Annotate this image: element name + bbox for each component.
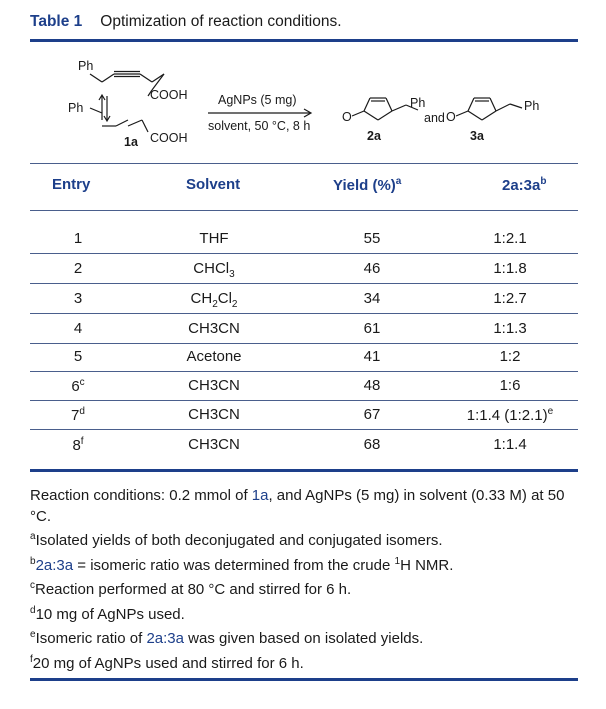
header-entry: Entry xyxy=(52,176,91,193)
p2-ph: Ph xyxy=(524,99,540,113)
footnote-mark: f xyxy=(30,653,33,665)
entry-cell xyxy=(63,406,93,424)
entry-footnote: d xyxy=(79,406,85,417)
sm-top-ph: Ph xyxy=(78,59,94,73)
table-row xyxy=(30,400,578,429)
yield-cell: 61 xyxy=(363,320,381,337)
table-row xyxy=(30,342,578,371)
header-ratio-footnote: b xyxy=(540,176,547,187)
footnote-mark: d xyxy=(30,604,36,616)
sm-label: 1a xyxy=(124,135,138,149)
note-text: Reaction conditions: 0.2 mmol of xyxy=(30,487,252,504)
table-row xyxy=(30,430,578,459)
solvent-cell: Acetone xyxy=(186,348,242,365)
ratio-cell: 1:2 xyxy=(499,348,521,365)
footnote-mark: e xyxy=(30,629,36,640)
ratio-cell: 1:1.4 xyxy=(493,436,527,453)
table-row xyxy=(30,314,578,343)
solvent-cell: CH3CN xyxy=(188,436,240,453)
table-row xyxy=(30,254,578,283)
solvent-subscript: 2 xyxy=(212,299,218,310)
p1-label: 2a xyxy=(367,129,381,143)
entry-value: 7 xyxy=(71,407,80,424)
table-footnotes xyxy=(30,486,578,674)
note-text: Isomeric ratio of xyxy=(35,630,147,647)
p2-label: 3a xyxy=(470,129,484,143)
table-label: Table 1 xyxy=(30,13,83,30)
sm-top-acid: COOH xyxy=(150,88,188,102)
entry-value: 6 xyxy=(71,378,80,395)
header-yield xyxy=(333,176,401,194)
table-row xyxy=(30,224,578,253)
solvent-cell: CH3CN xyxy=(188,320,240,337)
table-bottom-rule xyxy=(30,469,578,472)
header-yield-footnote: a xyxy=(395,176,402,187)
solvent-cell xyxy=(158,260,270,280)
entry-cell: 3 xyxy=(73,290,83,307)
yield-cell: 67 xyxy=(363,406,381,423)
note-text: H NMR. xyxy=(400,556,454,574)
ratio-cell: 1:6 xyxy=(499,377,521,394)
ratio-footnote: e xyxy=(547,406,554,417)
yield-cell: 68 xyxy=(363,436,381,453)
note-text: 10 mg of AgNPs used. xyxy=(35,605,185,623)
conditions-text: solvent, 50 °C, 8 h xyxy=(208,119,311,133)
note-text: was given based on isolated yields. xyxy=(183,630,424,647)
table-row xyxy=(30,284,578,313)
ratio-cell xyxy=(450,406,570,424)
footnote-conditions xyxy=(30,486,578,527)
yield-cell: 46 xyxy=(363,260,381,277)
entry-footnote: f xyxy=(80,436,84,447)
note-compound: 2a:3a xyxy=(146,630,184,647)
header-ratio-text: 2a:3a xyxy=(502,177,541,194)
ratio-value: 1:1.4 (1:2.1) xyxy=(466,407,548,424)
footnote-d xyxy=(30,601,578,626)
solvent-text: CHCl xyxy=(193,260,230,277)
header-yield-text: Yield (%) xyxy=(333,177,396,194)
note-text: 20 mg of AgNPs used and stirred for 6 h. xyxy=(32,654,304,672)
note-text: Isolated yields of both deconjugated and conjugated isomers. xyxy=(35,532,443,549)
and-text: and xyxy=(424,111,445,125)
note-text: = isomeric ratio was determined from the crude xyxy=(73,556,395,574)
sm-bot-ph: Ph xyxy=(68,101,84,115)
ratio-cell: 1:2.1 xyxy=(493,230,527,247)
table-title: Optimization of reaction conditions. xyxy=(100,13,342,30)
scheme-rule xyxy=(30,163,578,164)
p1-oxygen: O xyxy=(342,110,352,124)
solvent-cell: CH3CN xyxy=(188,377,240,394)
header-solvent: Solvent xyxy=(186,176,241,193)
bottom-rule xyxy=(30,678,578,681)
entry-value: 8 xyxy=(72,437,81,454)
p1-ph: Ph xyxy=(410,96,426,110)
solvent-subscript: 3 xyxy=(229,269,235,280)
table-caption xyxy=(30,13,342,31)
entry-cell: 4 xyxy=(73,320,83,337)
note-compound: 1a xyxy=(251,487,269,504)
solvent-text: CH xyxy=(190,290,213,307)
entry-footnote: c xyxy=(79,377,85,388)
solvent-cell: CH3CN xyxy=(188,406,240,423)
footnote-f xyxy=(30,650,578,675)
footnote-e xyxy=(30,625,578,650)
footnote-mark: b xyxy=(30,555,36,567)
note-text: , and AgNPs (5 mg) in solvent (0.33 M) at 50 °C. xyxy=(30,487,565,525)
reagent-text: AgNPs (5 mg) xyxy=(218,93,297,107)
solvent-cell: THF xyxy=(199,230,229,247)
table-row xyxy=(30,371,578,400)
solvent-subscript-b: 2 xyxy=(231,299,238,310)
ratio-cell: 1:1.3 xyxy=(493,320,527,337)
footnote-b xyxy=(30,552,578,577)
footnote-c xyxy=(30,576,578,601)
entry-cell xyxy=(63,436,93,454)
p2-oxygen: O xyxy=(446,110,456,124)
entry-value: 1 xyxy=(73,230,83,247)
footnote-mark: a xyxy=(30,531,36,542)
header-rule xyxy=(30,210,578,211)
entry-cell xyxy=(63,230,93,247)
note-text: Reaction performed at 80 °C and stirred for 6 h. xyxy=(35,581,352,598)
solvent-text-b: Cl xyxy=(217,290,232,307)
top-rule xyxy=(30,39,578,42)
reaction-scheme xyxy=(30,50,578,160)
isotope-mark: 1 xyxy=(394,555,401,567)
yield-cell: 55 xyxy=(363,230,381,247)
scheme-drawing xyxy=(30,50,578,160)
solvent-cell xyxy=(158,290,270,310)
header-ratio xyxy=(502,176,546,194)
ratio-cell: 1:2.7 xyxy=(493,290,527,307)
footnote-a xyxy=(30,527,578,552)
footnote-mark: c xyxy=(30,580,35,591)
yield-cell: 48 xyxy=(363,377,381,394)
note-compound: 2a:3a xyxy=(35,556,74,574)
sm-bot-acid: COOH xyxy=(150,131,188,145)
ratio-cell: 1:1.8 xyxy=(493,260,527,277)
entry-cell: 5 xyxy=(73,348,83,365)
yield-cell: 34 xyxy=(363,290,381,307)
entry-cell: 2 xyxy=(73,260,83,277)
entry-cell xyxy=(63,377,93,395)
yield-cell: 41 xyxy=(363,348,381,365)
